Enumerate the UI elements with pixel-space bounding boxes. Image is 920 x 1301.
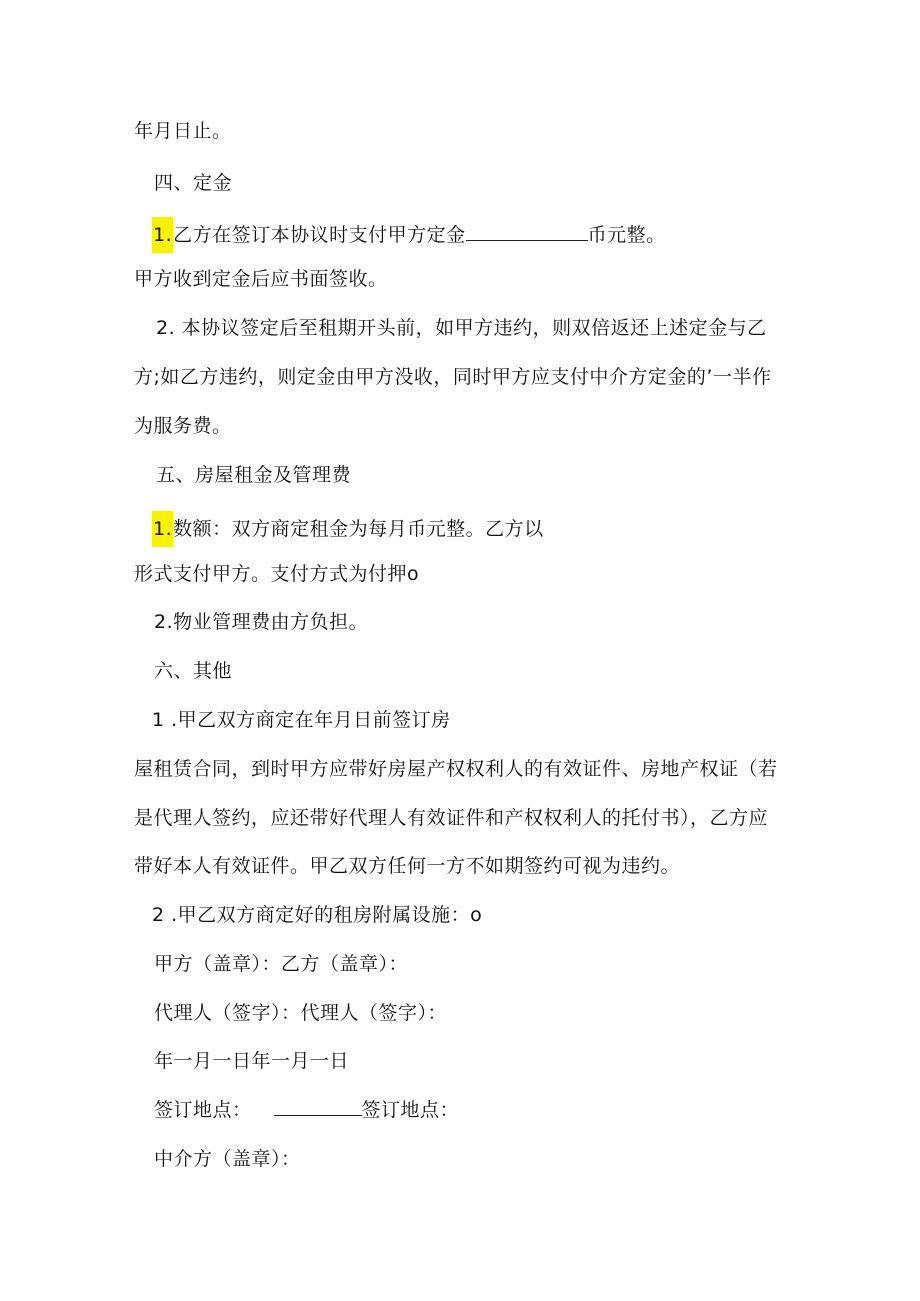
section-heading-rent: 五、房屋租金及管理费 [156, 464, 352, 486]
signature-date: 年一月一日年一月一日 [154, 1050, 350, 1072]
clause-5-2: 2.物业管理费由方负担。 [154, 611, 369, 633]
clause-6-2: 2 .甲乙双方商定好的租房附属设施：o [152, 904, 483, 926]
section-heading-other: 六、其他 [154, 660, 233, 682]
clause-4-2: 2. 本协议签定后至租期开头前，如甲方违约，则双倍返还上述定金与乙 [156, 317, 767, 339]
clause-text: 乙方在签订本协议时支付甲方定金 [173, 224, 466, 246]
text-line: 年月日止。 [134, 120, 232, 142]
blank-field [274, 1097, 362, 1116]
signature-intermediary: 中介方（盖章）： [154, 1148, 301, 1170]
text-line: 为服务费。 [134, 415, 232, 437]
place-label: 签订地点： [154, 1099, 252, 1121]
place-label: 签订地点： [361, 1099, 460, 1121]
text-line: 带好本人有效证件。甲乙双方任何一方不如期签约可视为违约。 [134, 855, 681, 877]
clause-6-1: 1 .甲乙双方商定在年月日前签订房 [152, 709, 451, 731]
clause-text: 数额：双方商定租金为每月币元整。乙方以 [173, 518, 544, 540]
signature-agent: 代理人（签字）：代理人（签字）： [154, 1002, 448, 1024]
text-line: 形式支付甲方。支付方式为付押o [134, 563, 420, 585]
blank-field [466, 222, 588, 241]
text-line: 是代理人签约，应还带好代理人有效证件和产权权利人的托付书），乙方应 [134, 807, 769, 829]
highlight-marker: 1. [152, 217, 173, 253]
clause-4-1 [152, 217, 920, 253]
section-heading-deposit: 四、定金 [154, 172, 233, 194]
signature-party: 甲方（盖章）：乙方（盖章）： [154, 953, 409, 975]
text-line: 甲方收到定金后应书面签收。 [134, 268, 388, 290]
text-line: 屋租赁合同，到时甲方应带好房屋产权权利人的有效证件、房地产权证（若 [134, 758, 778, 780]
highlight-marker: 1. [152, 511, 173, 547]
clause-text: 币元整。 [587, 224, 666, 246]
signature-place [154, 1097, 920, 1123]
clause-5-1 [152, 511, 920, 547]
text-line: 方;如乙方违约，则定金由甲方没收，同时甲方应支付中介方定金的’一半作 [134, 366, 772, 388]
